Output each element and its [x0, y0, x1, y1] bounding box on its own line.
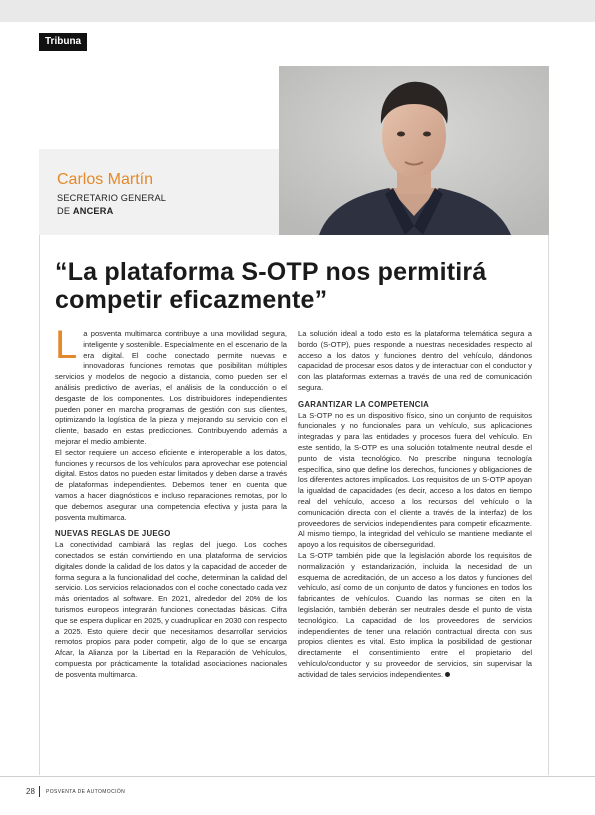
section-tag: Tribuna [39, 33, 87, 51]
right-paragraph-3-text: La S-OTP también pide que la legislación aborde los requisitos de normalización y estandarización, incluida la necesidad de un esquema de acreditación, de un acceso a los datos y funciones del vehículo, así como de un conjunto de datos y funciones en todos los fabricantes de vehículos. Cuando las normas se citen en la legislación, también deberán ser neutrales desde el punto de vista tecnológico. La capacidad de los proveedores de servicios independientes de tener una relación contractual directa con sus propios clientes es vital. Esto implica la posibilidad de gestionar directamente el consentimiento entre el propietario del vehículo/conductor y su proveedor de servicios, sin supervisar la actividad de tales servicios independientes. [298, 550, 532, 679]
portrait-image [279, 66, 549, 235]
headline [55, 258, 535, 314]
right-paragraph-1: La solución ideal a todo esto es la plataforma telemática segura a bordo (S-OTP), pues responde a nuestras necesidades respecto al acceso a los datos y funciones dentro del vehículo, dándonos capacidad de procesar esos datos y de interactuar con el conductor y con las plataformas externas a través de una red de comunicación segura. [298, 329, 532, 392]
left-paragraph-2: El sector requiere un acceso eficiente e interoperable a los datos, funciones y recursos de los vehículos para aprovechar ese potencial digital. Estos datos no pueden estar limitados y deben darse a través de plataformas independientes. Debemos tener en cuenta que vamos a hacer diagnósticos e incluso reparaciones remotas, por lo que debemos asegurar una competencia efectiva y justa para la posventa multimarca. [55, 447, 287, 522]
headline-open: “La [55, 258, 105, 286]
subheading-nuevas-reglas: NUEVAS REGLAS DE JUEGO [55, 529, 171, 539]
footer-separator [39, 786, 40, 797]
author-role-title: SECRETARIO GENERAL [57, 193, 167, 203]
left-paragraph-1 [55, 323, 287, 448]
headline-bold: plataforma S-OTP [104, 258, 319, 286]
drop-cap: L [55, 323, 78, 367]
right-paragraph-3 [298, 551, 532, 681]
author-role-org-line [57, 205, 267, 218]
left-paragraph-1-text: a posventa multimarca contribuye a una movilidad segura, inteligente y sostenible. Especialmente en el escenario de la era digital. El coche conectado permite nuevas e innovadoras funciones remotas que posibilitan múltiples servicios y modelos de negocio a distancia, como pueden ser el análisis predictivo de averías, el análisis de la conducción o el desgaste de los componentes. Los distribuidores independientes pueden poner en marcha programas de gestión con sus clientes, optimizando la logística de la pieza y mejorando su servicio con el cliente, basado en estas predicciones. Contribuyendo además a mejorar el medio ambiente. [55, 329, 287, 446]
author-role [57, 192, 267, 218]
left-divider [39, 235, 40, 775]
headline-rest: nos permitirá competir eficazmente” [55, 258, 487, 314]
subheading-garantizar: GARANTIZAR LA COMPETENCIA [298, 399, 430, 409]
publication-name: POSVENTA DE AUTOMOCIÓN [46, 789, 126, 795]
left-paragraph-3: La conectividad cambiará las reglas del juego. Los coches conectados se están convirtiendo en una plataforma de servicios digitales donde la calidad de los datos y la capacidad de acceder de forma segura a la funcionalidad del coche, determinan la calidad del servicio. Los servicios relacionados con el coche conectado cada vez más orientados al software. En 2021, alrededor del 20% de los turismos europeos integrarán funciones conectadas básicas. Cifra que se espera duplicar en 2025, y cuadruplicar en 2030 con respecto a 2025. Esto quiere decir que necesitamos desarrollar servicios remotos propios para poder competir, algo de lo que se encarga Afcar, la Alianza por la Libertad en la Reparación de Vehículos, compuesta por prácticamente la totalidad asociaciones nacionales de posventa multimarca. [55, 540, 287, 679]
author-photo [279, 66, 549, 235]
right-column [298, 329, 532, 681]
top-strip [0, 0, 595, 22]
footer-rule [0, 776, 595, 777]
end-mark-icon [445, 672, 450, 677]
author-organization: ANCERA [72, 206, 114, 216]
right-paragraph-2: La S-OTP no es un dispositivo físico, sino un conjunto de requisitos funcionales y no funcionales para un vehículo, sus aplicaciones integradas y para las entidades y procesos fuera del vehículo. En este sentido, la S-OTP es una solución totalmente neutral desde el punto de vista tecnológico. No prescribe ninguna tecnología específica, sino que define los derechos, funciones y obligaciones de los diferentes actores implicados. Los requisitos de un S-OTP apoyan la igualdad de capacidades (es decir, acceso a los datos en tiempo real del vehículo, acceso a los recursos del vehículo o la comunicación directa con el cliente a través de la interfaz) de los proveedores de servicios independientes para competir eficazmente. Al mismo tiempo, la integridad del vehículo se mantiene mediante el apoyo a los requisitos de ciberseguridad. [298, 410, 532, 550]
author-role-prefix: DE [57, 206, 73, 216]
left-column [55, 323, 287, 681]
page-number: 28 [26, 787, 35, 796]
author-name: Carlos Martín [57, 171, 154, 188]
right-divider [548, 235, 549, 775]
